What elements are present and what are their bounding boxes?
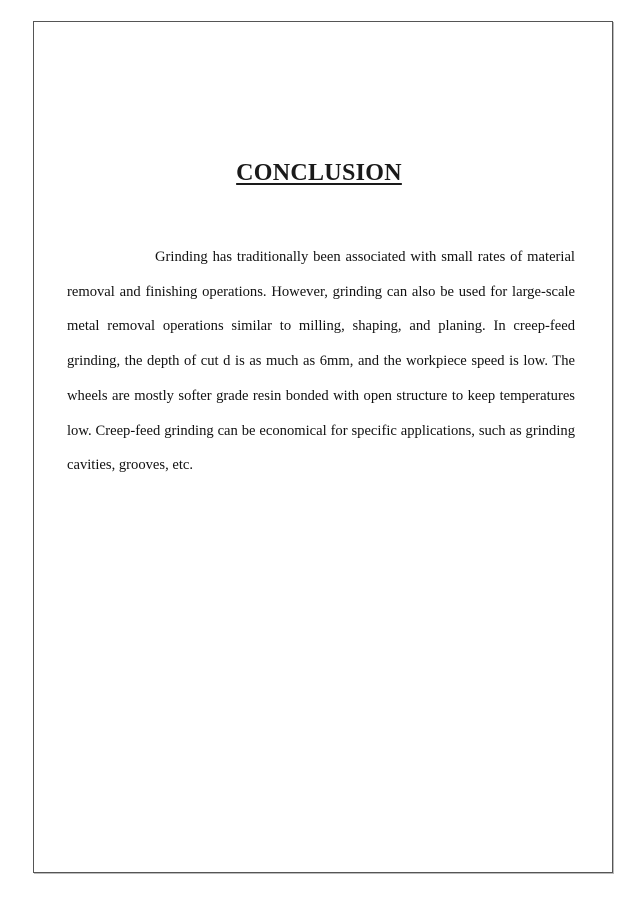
conclusion-paragraph: Grinding has traditionally been associated with small rates of material removal and finishing operations. However, grinding can also be used for large-scale metal removal operations similar to milling, shaping, and planing. In creep-feed grinding, the depth of cut d is as much as 6mm, and the workpiece speed is low. The wheels are mostly softer grade resin bonded with open structure to keep temperatures low. Creep-feed grinding can be economical for specific applications, such as grinding cavities, grooves, etc. (67, 249, 575, 474)
page-title: CONCLUSION (236, 160, 402, 186)
